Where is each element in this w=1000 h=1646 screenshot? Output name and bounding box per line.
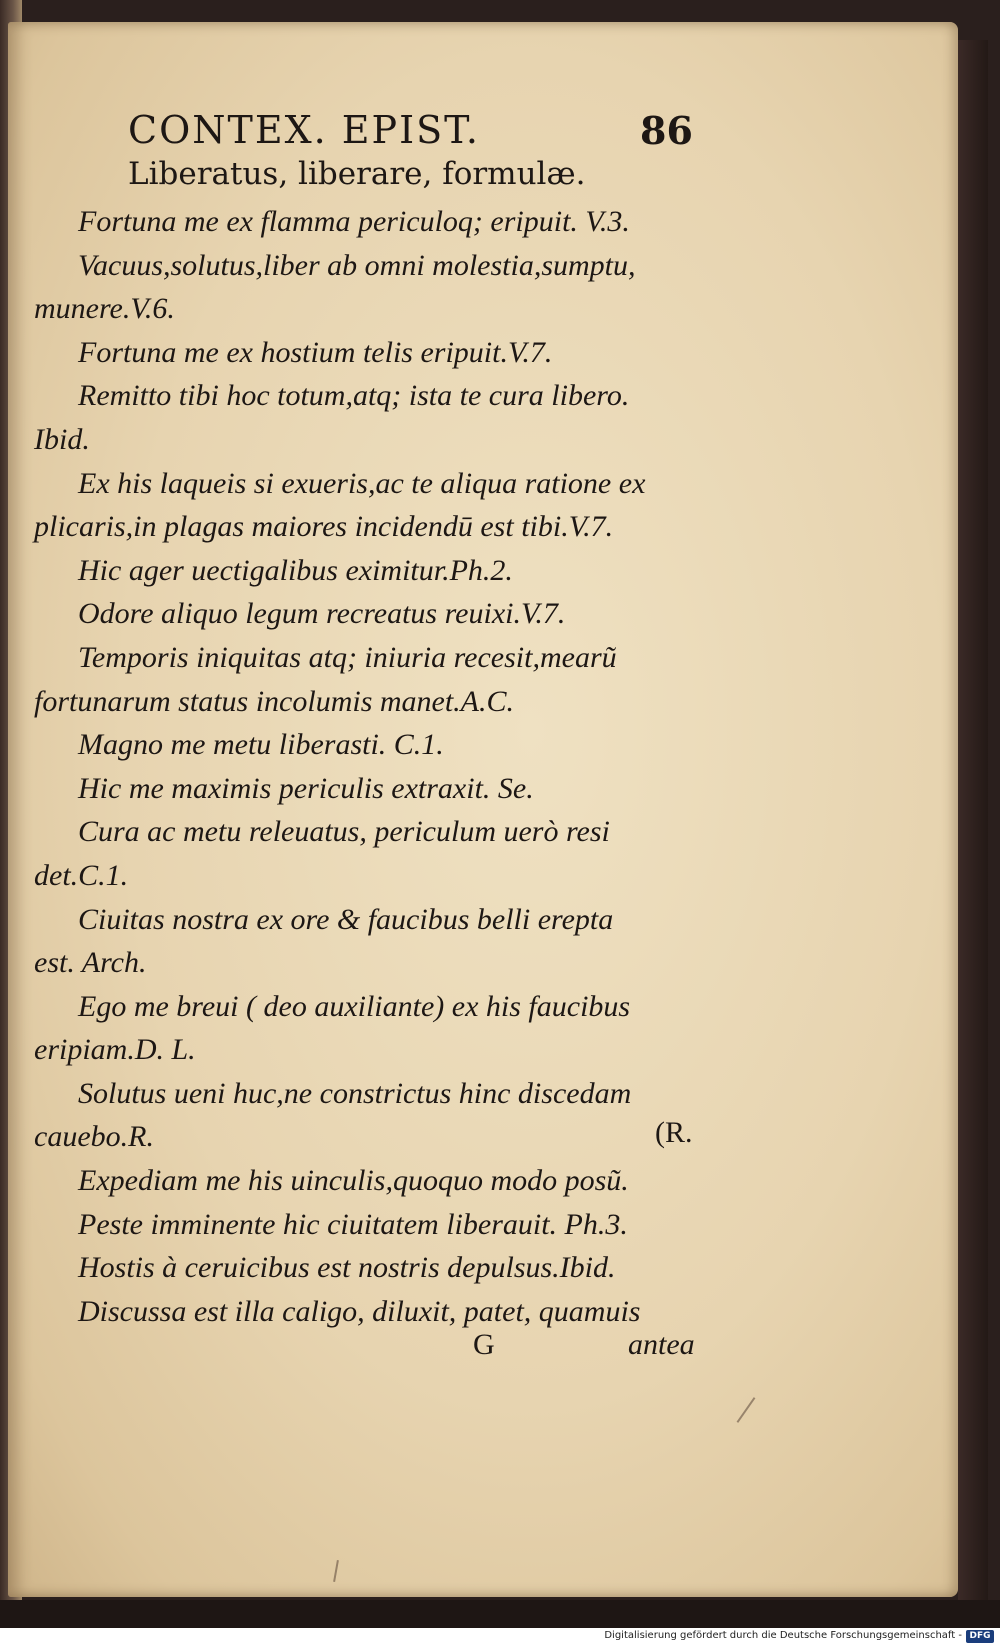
footer-credit: Digitalisierung gefördert durch die Deutsche Forschungsgemeinschaft - — [604, 1630, 962, 1641]
text-line: Vacuus,solutus,liber ab omni molestia,sumptu, — [78, 248, 636, 282]
text-line: Ego me breui ( deo auxiliante) ex his faucibus — [78, 989, 631, 1023]
text-line: Odore aliquo legum recreatus reuixi.V.7. — [78, 597, 566, 631]
signature-mark: G — [473, 1328, 495, 1361]
text-line: plicaris,in plagas maiores incidendū est tibi.V.7. — [34, 510, 614, 544]
text-line: Hic me maximis periculis extraxit. Se. — [78, 771, 534, 805]
text-line: Solutus ueni huc,ne constrictus hinc discedam — [78, 1076, 632, 1110]
text-line: eripiam.D. L. — [34, 1033, 196, 1067]
text-line: Peste imminente hic ciuitatem liberauit. Ph.3. — [78, 1207, 628, 1241]
marginal-note: (R. — [655, 1116, 693, 1149]
text-line: munere.V.6. — [34, 292, 175, 326]
text-line: Ex his laqueis si exueris,ac te aliqua ratione ex — [78, 466, 646, 500]
text-line: Hic ager uectigalibus eximitur.Ph.2. — [78, 553, 513, 587]
text-line: det.C.1. — [34, 858, 129, 892]
catchword: antea — [628, 1328, 695, 1361]
text-line: Cura ac metu releuatus, periculum uerò resi — [78, 815, 610, 849]
dfg-logo: DFG — [966, 1630, 994, 1643]
text-line: est. Arch. — [34, 946, 147, 980]
text-line: cauebo.R. — [34, 1120, 154, 1154]
text-line: Expediam me his uinculis,quoquo modo posũ. — [78, 1164, 629, 1198]
text-line: Temporis iniquitas atq; iniuria recesit,mearũ — [78, 640, 617, 674]
text-line: Magno me metu liberasti. C.1. — [78, 728, 444, 762]
text-line: Fortuna me ex hostium telis eripuit.V.7. — [78, 335, 553, 369]
text-line: Discussa est illa caligo, diluxit, patet, quamuis — [78, 1294, 641, 1328]
text-line: Remitto tibi hoc totum,atq; ista te cura libero. — [78, 379, 630, 413]
text-line: Ibid. — [34, 422, 90, 456]
page-shadow — [958, 40, 988, 1600]
page-number: 86 — [640, 108, 693, 153]
running-head: CONTEX. EPIST. — [128, 108, 480, 152]
text-line: Ciuitas nostra ex ore & faucibus belli erepta — [78, 902, 614, 936]
section-title: Liberatus, liberare, formulæ. — [128, 156, 586, 192]
text-line: Fortuna me ex flamma periculoq; eripuit. V.3. — [78, 205, 630, 238]
body-text — [34, 200, 714, 1333]
text-line: Hostis à ceruicibus est nostris depulsus.Ibid. — [78, 1251, 616, 1285]
text-line: fortunarum status incolumis manet.A.C. — [34, 684, 515, 718]
